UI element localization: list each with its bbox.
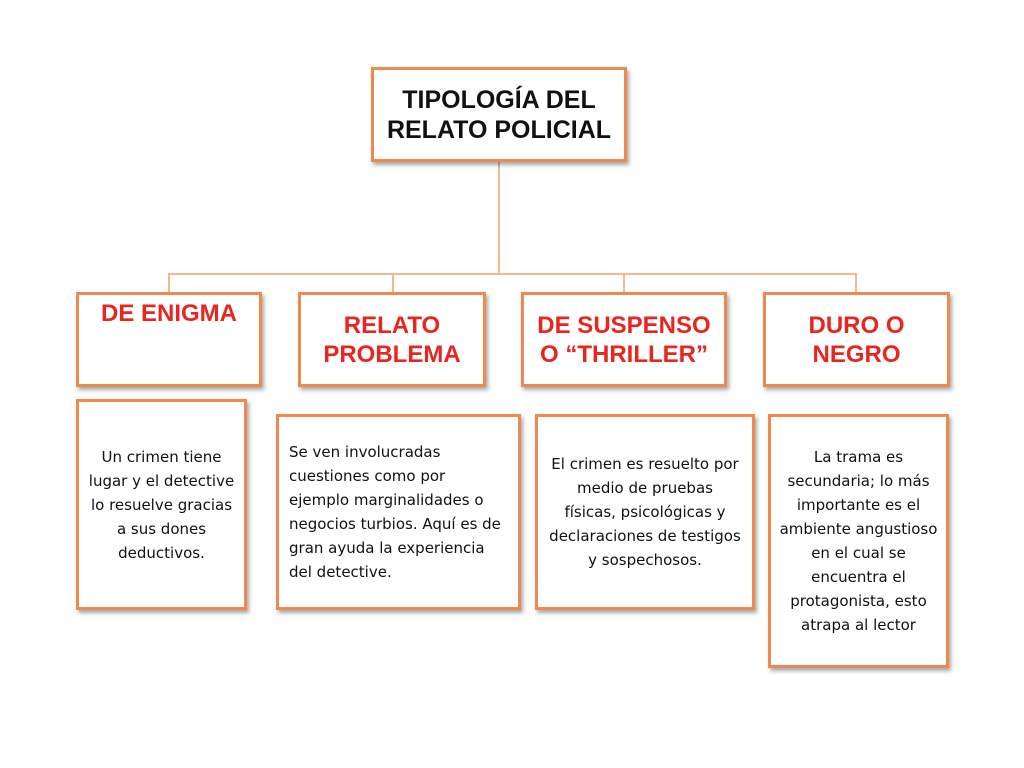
root-title: TIPOLOGÍA DEL RELATO POLICIAL	[386, 85, 612, 144]
root-node	[371, 67, 627, 162]
connector-drop-duro-negro	[855, 273, 857, 293]
connector-drop-enigma	[168, 273, 170, 293]
category-title-suspenso: DE SUSPENSO O “THRILLER”	[537, 311, 711, 368]
connector-drop-suspenso	[623, 273, 625, 293]
description-text-duro-negro: La trama es secundaria; lo más importante es el ambiente angustioso en el cual se encuentra el protagonista, esto atrapa al lector	[779, 448, 938, 634]
description-node-suspenso	[535, 414, 755, 610]
description-text-enigma: Un crimen tiene lugar y el detective lo resuelve gracias a sus dones deductivos.	[88, 447, 235, 562]
category-title-enigma: DE ENIGMA	[100, 300, 237, 327]
connector-horizontal-bar	[168, 273, 857, 275]
category-node-relato-problema	[298, 292, 486, 387]
description-text-suspenso: El crimen es resuelto por medio de pruebas físicas, psicológicas y declaraciones de testigos y sospechosos.	[549, 455, 741, 569]
category-node-suspenso	[521, 292, 727, 387]
description-node-duro-negro	[768, 414, 949, 668]
category-node-duro-negro	[763, 292, 950, 387]
category-title-duro-negro: DURO O NEGRO	[808, 311, 905, 368]
connector-root-stem	[498, 161, 500, 274]
category-node-enigma	[76, 292, 262, 387]
description-node-enigma	[76, 399, 247, 610]
category-title-relato-problema: RELATO PROBLEMA	[323, 311, 461, 368]
description-text-relato-problema: Se ven involucradas cuestiones como por ejemplo marginalidades o negocios turbios. Aquí es de gran ayuda la experiencia del detective.	[289, 443, 501, 581]
description-node-relato-problema	[276, 414, 521, 610]
connector-drop-relato-problema	[392, 273, 394, 293]
